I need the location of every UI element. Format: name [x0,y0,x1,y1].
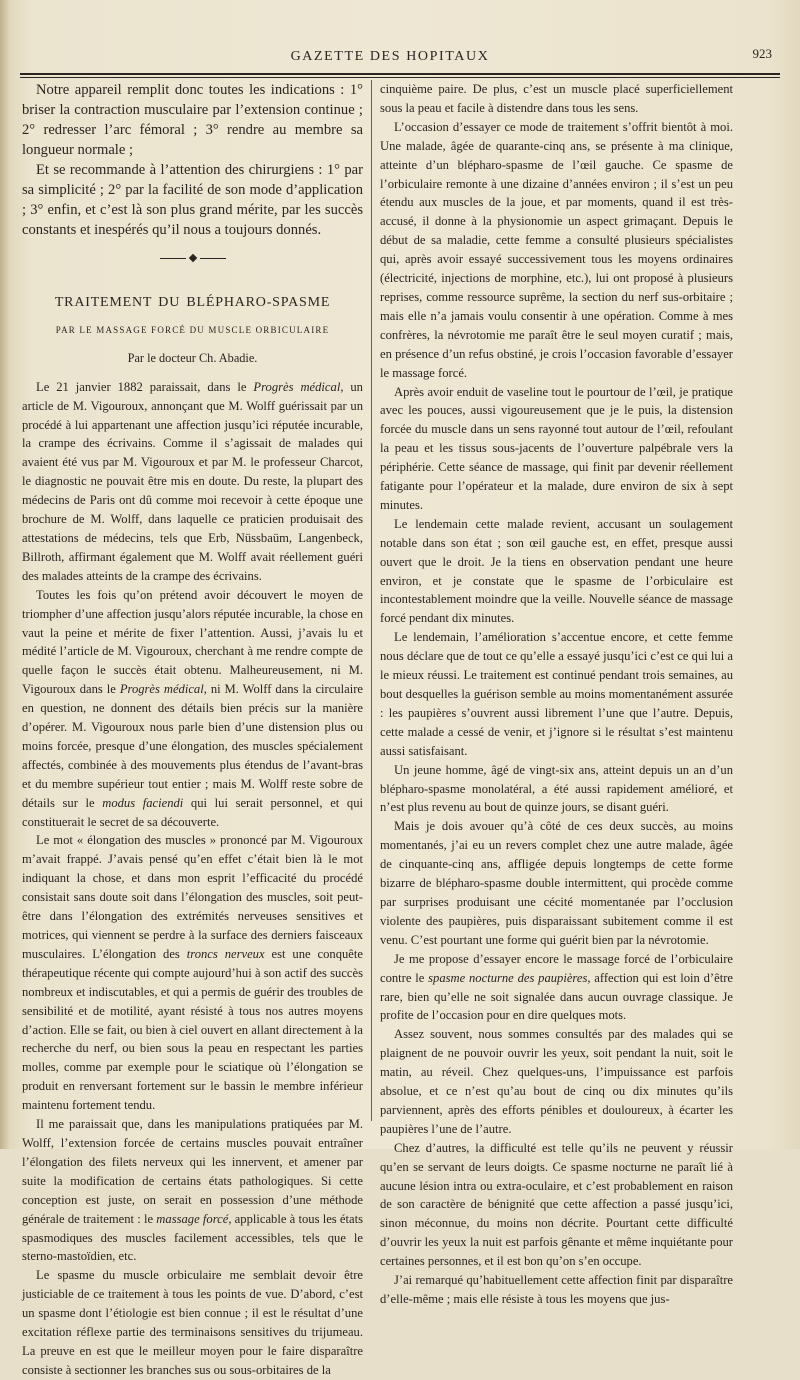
body-paragraph: Le mot « élongation des muscles » prononcé par M. Vigouroux m’avait frappé. J’avais pensé qu’en effet c’était bien là le mot indiquant la chose, et dans mon esprit l’efficacité du procédé consistait sans doute soit dans l’élongation des muscles, soit peut-être dans l’élongation des extrémités nerveuses sensitives et motrices, qui viennent se perdre à la surface des derniers faisceaux musculaires. L’élongation des troncs nerveux est une conquête thérapeutique récente qui compte aujourd’hui à son actif des succès nombreux et indiscutables, et qui a permis de guérir des troubles de sensibilité et de motilité, ayant résisté à tous nos autres moyens d’action. Elle se fait, ou bien à ciel ouvert en allant directement à la recherche du nerf, ou bien sous la peau en respectant les parties molles, comme par exemple pour le sciatique où l’élongation se produit en renversant fortement sur le bassin le membre inférieur maintenu fortement tendu. [22,833,363,1113]
left-column [22,80,363,1377]
lead-section [22,80,363,240]
body-paragraph: Le 21 janvier 1882 paraissait, dans le Progrès médical, un article de M. Vigouroux, annonçant que M. Wolff guérissait par un procédé à lui appartenant une affection jusqu’ici réputée incurable, la crampe des écrivains. Comme il s’agissait de malades qui avaient été vus par M. Vigouroux et par M. le professeur Charcot, le diagnostic ne pouvait être mis en doute. Du reste, la plupart des médecins de Paris ont dû comme moi recevoir à cette époque une brochure de M. Wolff, dans laquelle ce praticien produisait des attestations de médecins, tels que Erb, Nüssbaüm, Langenbeck, Billroth, affirmant également que M. Wolff avait réellement guéri des malades atteints de la crampe des écrivains. [22,379,363,583]
body-paragraph: Un jeune homme, âgé de vingt-six ans, atteint depuis un an d’un blépharo-spasme monolatéral, a été aussi rapidement amélioré, et n’est plus revenu au bout de quinze jours, se disant guéri. [380,762,733,815]
column-divider [371,80,372,1121]
article-author: Par le docteur Ch. Abadie. [127,350,258,365]
body-paragraph: Assez souvent, nous sommes consultés par des malades qui se plaignent de ne pouvoir ouvrir les yeux, soit pendant la nuit, soit le matin, au réveil. Chez quelques-uns, l’impuissance est parfois absolue, et ce n’est qu’au bout de cinq ou dix minutes qu’ils parviennent, après des efforts pénibles et douloureux, à écarter les paupières l’une de l’autre. [380,1027,733,1136]
header-rule-thin [20,77,780,78]
body-paragraph: Il me paraissait que, dans les manipulations pratiquées par M. Wolff, l’extension forcée de certains muscles pouvait entraîner l’élongation des filets nerveux qui les innervent, et amener par suite la modification de certains états pathologiques. Si cette conception est juste, on serait en possession d’une méthode générale de traitement : le massage forcé, applicable à tous les états spasmodiques des muscles facilement accessibles, tels que le sterno-mastoïdien, etc. [22,1117,363,1264]
body-paragraph: cinquième paire. De plus, c’est un muscle placé superficiellement sous la peau et facile à distendre dans tous les sens. [380,82,733,115]
body-paragraph: Le spasme du muscle orbiculaire me semblait devoir être justiciable de ce traitement à tous les points de vue. D’abord, c’est un spasme dont l’étiologie est bien connue ; il est le résultat d’une excitation réflexe partie des terminaisons sensitives du trijumeau. La preuve en est que le meilleur moyen pour le faire disparaître consiste à sectionner les branches sus ou sous-orbitaires de la [22,1268,363,1377]
article-title: TRAITEMENT DU BLÉPHARO-SPASME [54,295,331,310]
lead-paragraph-1: Notre appareil remplit donc toutes les indications : 1° briser la contraction musculaire par l’extension continue ; 2° redresser l’arc fémoral ; 3° rendre au membre sa longueur normale ; [22,82,363,158]
body-paragraph: L’occasion d’essayer ce mode de traitement s’offrit bientôt à moi. Une malade, âgée de quarante-cinq ans, se présente à ma clinique, atteinte d’un blépharo-spasme de l’œil gauche. Ce spasme de l’orbiculaire remonte à une dizaine d’années environ ; il s’est un peu étendu aux muscles de la joue, et par moments, quand il est très-accusé, il donne à la physionomie un aspect grimaçant. Depuis le début de sa maladie, cette femme a consulté plusieurs spécialistes qui, après avoir essayé successivement tous les moyens ordinaires (électricité, injections de morphine, etc.), lui ont proposé à plusieurs reprises, comme ressource suprême, la section du nerf sus-orbitaire ; mais elle n’a jamais voulu consentir à une opération. Comme à mes confrères, la névrotomie me paraît être le seul moyen curatif ; mais, en présence d’un refus obstiné, je crois l’occasion favorable d’essayer le massage forcé. [380,119,733,380]
page-number: 923 [752,46,772,61]
body-paragraph: Mais je dois avouer qu’à côté de ces deux succès, au moins momentanés, j’ai eu un revers complet chez une autre malade, âgée de cinquante-cinq ans, affligée depuis longtemps de cette forme bizarre de blépharo-spasme double intermittent, qui procède comme par surprises produisant une cécité momentanée par l’occlusion violente des paupières, puis disparaissant subitement comme il est venu. C’est pourtant une forme qui guérit bien par la névrotomie. [380,819,733,947]
body-paragraph: J’ai remarqué qu’habituellement cette affection finit par disparaître d’elle-même ; mais elle résiste à tous les moyens que jus- [380,1273,733,1306]
body-paragraph: Je me propose d’essayer encore le massage forcé de l’orbiculaire contre le spasme nocturne des paupières, affection qui est loin d’être rare, bien qu’elle ne soit signalée dans aucun ouvrage classique. Je profite de l’occasion pour en dire quelques mots. [380,951,733,1023]
body-paragraph: Le lendemain, l’amélioration s’accentue encore, et cette femme nous déclare que de tout ce qu’elle a essayé jusqu’ici c’est ce qui lui a le mieux réussi. Le traitement est continué pendant trois semaines, au bout desquelles la guérison semble au moins momentanément assurée : les paupières s’ouvrent aussi librement l’une que l’autre. Depuis, cette malade a cessé de venir, et j’ignore si le résultat s’est maintenu aussi satisfaisant. [380,630,733,758]
page-header [0,40,800,68]
lead-paragraph-2: Et se recommande à l’attention des chirurgiens : 1° par sa simplicité ; 2° par la facilité de son mode d’application ; 3° enfin, et c’est là son plus grand mérite, par les succès constants et inespérés qu’il nous a toujours donnés. [22,162,363,238]
article-subtitle: PAR LE MASSAGE FORCÉ DU MUSCLE ORBICULAIRE [55,324,330,335]
journal-title: GAZETTE DES HOPITAUX [290,49,490,64]
body-paragraph: Le lendemain cette malade revient, accusant un soulagement notable dans son état ; son œil gauche est, en effet, presque aussi ouvert que le droit. Je la tiens en observation pendant une heure environ, et je constate que le spasme de l’orbiculaire est incontestablement moindre que la veille. Nouvelle séance de massage forcé pendant dix minutes. [380,516,733,626]
section-ornament [22,248,363,264]
right-column [380,80,733,1306]
body-paragraph: Toutes les fois qu’on prétend avoir découvert le moyen de triompher d’une affection jusqu’alors réputée incurable, la chose en vaut la peine et mérite de fixer l’attention. Aussi, j’avais lu et médité l’article de M. Vigouroux, cherchant à me rendre compte de quelle façon le succès était obtenu. Malheureusement, ni M. Vigouroux dans le Progrès médical, ni M. Wolff dans la circulaire en question, ne donnent des détails bien précis sur la manière d’opérer. M. Vigouroux nous parle bien d’une distension plus ou moins forcée, presque d’une élongation, des muscles spécialement affectés, combinée à des mouvements plus étendus de l’avant-bras et du membre supérieur tout entier ; mais M. Wolff reste sobre de détails sur le modus faciendi qui lui serait personnel, et qui constituerait le secret de sa découverte. [22,587,363,829]
body-paragraph: Chez d’autres, la difficulté est telle qu’ils ne peuvent y réussir qu’en se servant de leurs doigts. Ce spasme nocturne ne paraît lié à aucune lésion intra ou extra-oculaire, et c’est probablement en raison de son caractère de bénignité que cette affection a passé jusqu’ici, sinon méconnue, du moins non décrite. Pourtant cette difficulté d’ouvrir les yeux la nuit est parfois gênante et même inquiétante pour certaines personnes, et il est bon qu’on s’en occupe. [380,1140,733,1269]
body-paragraph: Après avoir enduit de vaseline tout le pourtour de l’œil, je pratique avec les pouces, aussi vigoureusement que je le puis, la distension forcée du muscle dans un sens rayonné tout autour de l’œil, refoulant la peau et les tissus sous-jacents de l’ouverture palpébrale vers la périphérie. Cette séance de massage, qui finit par devenir réellement fatigante pour l’opérateur et la malade, dure environ de six à sept minutes. [380,384,733,512]
header-rule-thick [20,73,780,75]
